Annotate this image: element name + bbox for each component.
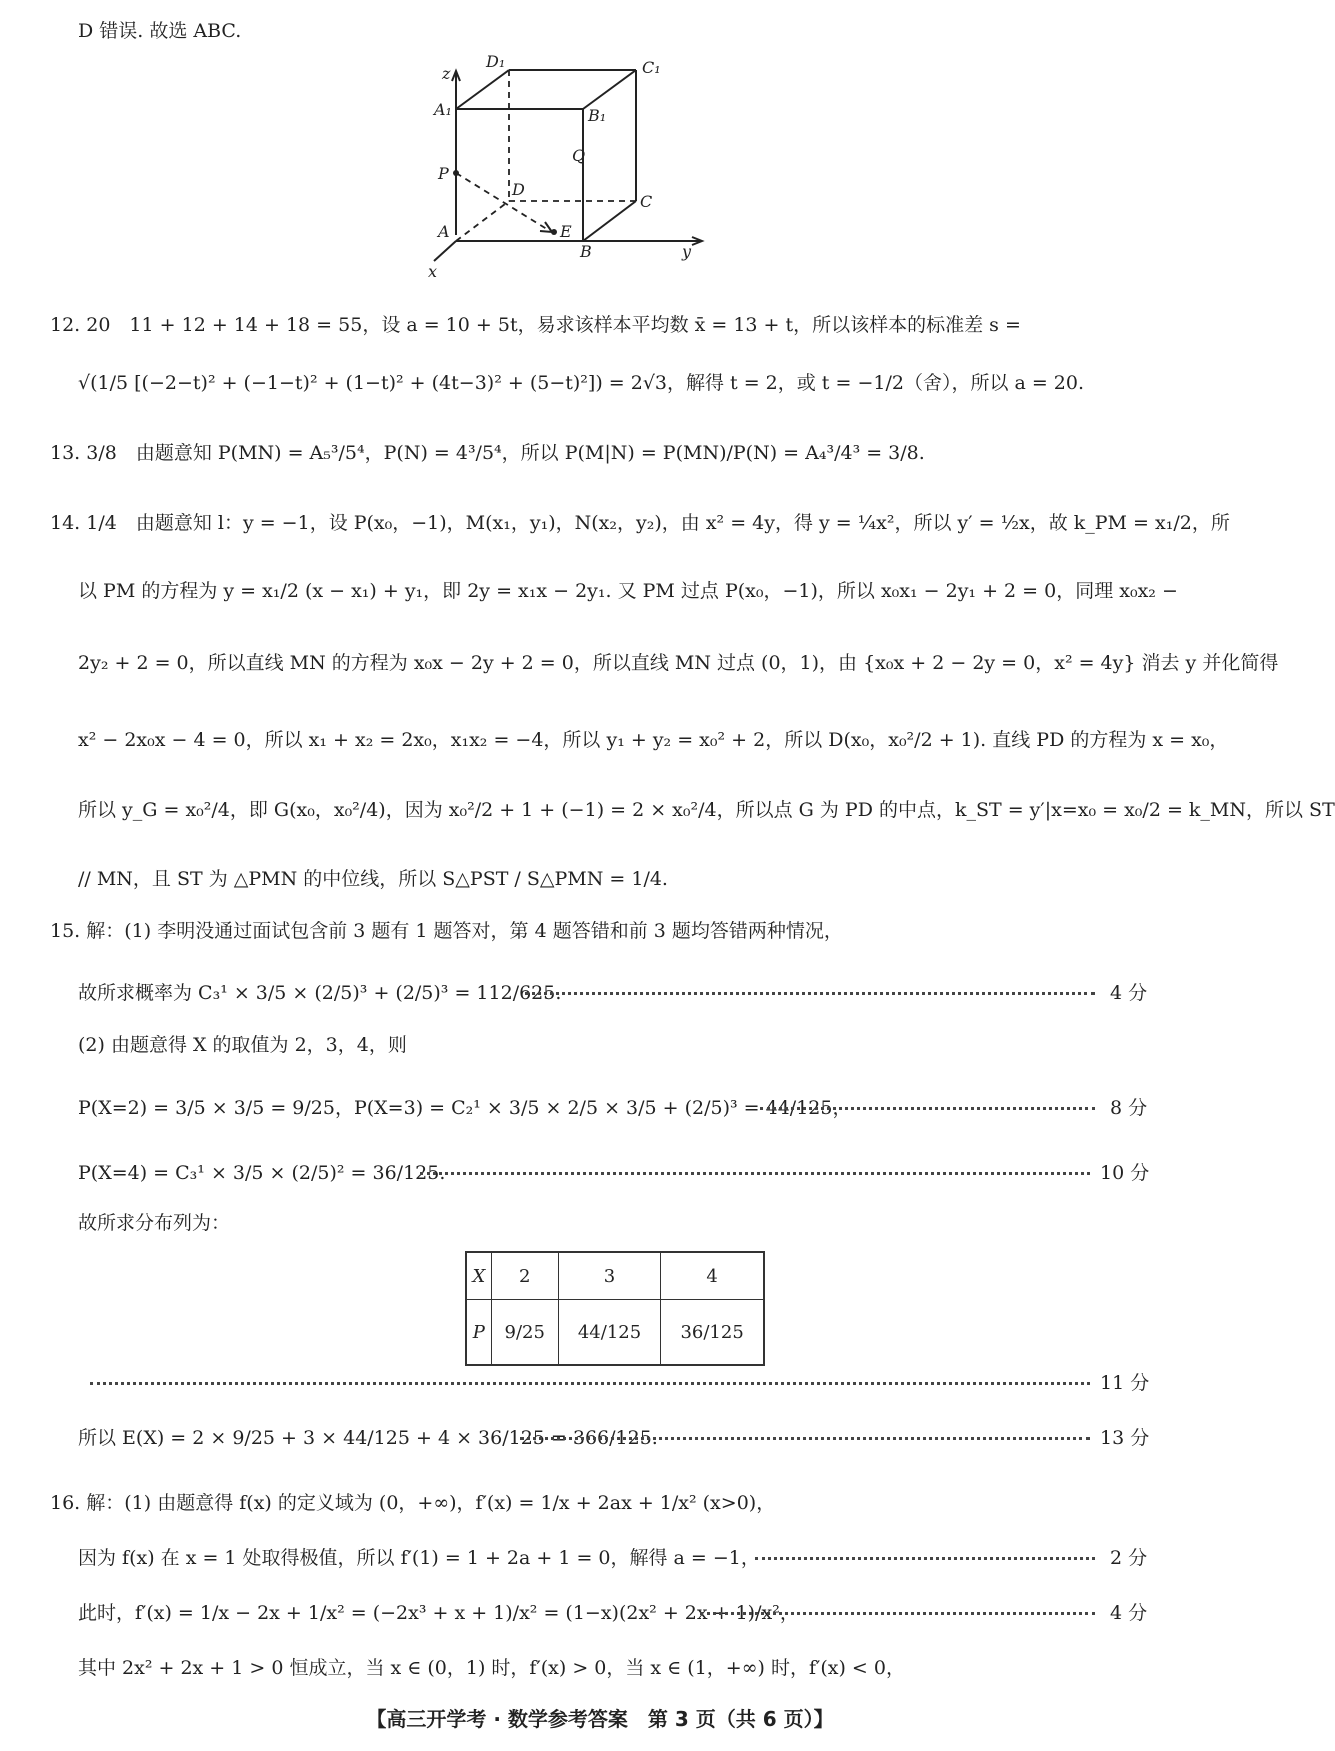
answer-14-line-5: 所以 y_G = x₀²/4，即 G(x₀，x₀²/4)，因为 x₀²/2 + 1 + (−1) = 2 × x₀²/4，所以点 G 为 PD 的中点，k_ST = y′|x=x₀ = x₀/2 = k_MN，所以 ST bbox=[78, 799, 1335, 821]
table-header-cell: 2 bbox=[491, 1252, 558, 1300]
score-mark: 8 分 bbox=[1110, 1097, 1148, 1119]
table-cell: 36/125 bbox=[661, 1300, 764, 1366]
score-mark: 10 分 bbox=[1100, 1162, 1150, 1184]
answer-15-px4: P(X=4) = C₃¹ × 3/5 × (2/5)² = 36/125. bbox=[78, 1162, 446, 1184]
answer-14-line-6: // MN，且 ST 为 △PMN 的中位线，所以 S△PST / S△PMN = 1/4. bbox=[78, 868, 668, 890]
point-e-label: E bbox=[560, 222, 572, 241]
score-leader-dots bbox=[520, 1437, 1090, 1440]
vertex-b-label: B bbox=[580, 242, 592, 261]
axis-z-label: z bbox=[442, 64, 451, 83]
score-leader-dots bbox=[420, 1172, 1090, 1175]
vertex-c-label: C bbox=[640, 192, 653, 211]
answer-15-intro: 15. 解：(1) 李明没通过面试包含前 3 题有 1 题答对，第 4 题答错和前 3 题均答错两种情况， bbox=[50, 920, 843, 942]
score-leader-dots bbox=[700, 1612, 1095, 1615]
distribution-table bbox=[465, 1251, 765, 1366]
point-q-label: Q bbox=[572, 146, 586, 165]
answer-14-line-4: x² − 2x₀x − 4 = 0，所以 x₁ + x₂ = 2x₀，x₁x₂ = −4，所以 y₁ + y₂ = x₀² + 2，所以 D(x₀，x₀²/2 + 1). 直线 PD 的方程为 x = x₀， bbox=[78, 729, 1229, 751]
cube-figure bbox=[420, 52, 750, 305]
table-row bbox=[466, 1252, 764, 1300]
answer-d-conclusion: D 错误. 故选 ABC. bbox=[78, 20, 242, 42]
vertex-d-label: D bbox=[512, 180, 525, 199]
score-mark: 2 分 bbox=[1110, 1547, 1148, 1569]
answer-16-extremum: 因为 f(x) 在 x = 1 处取得极值，所以 f′(1) = 1 + 2a + 1 = 0，解得 a = −1， bbox=[78, 1547, 760, 1569]
score-leader-dots bbox=[90, 1382, 1090, 1385]
vertex-a-label: A bbox=[438, 222, 450, 241]
answer-13: 13. 3/8 由题意知 P(MN) = A₅³/5⁴，P(N) = 4³/5⁴，所以 P(M|N) = P(MN)/P(N) = A₄³/4³ = 3/8. bbox=[50, 442, 925, 464]
table-cell: P bbox=[466, 1300, 491, 1366]
vertex-c1-label: C₁ bbox=[642, 58, 661, 77]
answer-14-line-3: 2y₂ + 2 = 0，所以直线 MN 的方程为 x₀x − 2y + 2 = 0，所以直线 MN 过点 (0，1)，由 {x₀x + 2 − 2y = 0，x² = 4y} 消去 y 并化简得 bbox=[78, 652, 1279, 674]
answer-16-domain: 16. 解：(1) 由题意得 f(x) 的定义域为 (0，+∞)，f′(x) = 1/x + 2ax + 1/x² (x>0)， bbox=[50, 1492, 776, 1514]
table-cell: 44/125 bbox=[558, 1300, 660, 1366]
table-cell: 9/25 bbox=[491, 1300, 558, 1366]
score-leader-dots bbox=[760, 1107, 1095, 1110]
answer-15-part-2: (2) 由题意得 X 的取值为 2，3，4，则 bbox=[78, 1034, 407, 1056]
score-leader-dots bbox=[525, 992, 1095, 995]
table-header-cell: X bbox=[466, 1252, 491, 1300]
answer-16-derivative: 此时，f′(x) = 1/x − 2x + 1/x² = (−2x³ + x + 1)/x² = (1−x)(2x² + 2x + 1)/x²， bbox=[78, 1602, 799, 1624]
point-p-label: P bbox=[438, 164, 449, 183]
table-header-cell: 3 bbox=[558, 1252, 660, 1300]
answer-12-line-1: 12. 20 11 + 12 + 14 + 18 = 55，设 a = 10 + 5t，易求该样本平均数 x̄ = 13 + t，所以该样本的标准差 s = bbox=[50, 314, 1021, 336]
answer-15-px2-px3: P(X=2) = 3/5 × 3/5 = 9/25，P(X=3) = C₂¹ × 3/5 × 2/5 × 3/5 + (2/5)³ = 44/125， bbox=[78, 1097, 852, 1119]
answer-12-line-2: √(1/5 [(−2−t)² + (−1−t)² + (1−t)² + (4t−3)² + (5−t)²]) = 2√3，解得 t = 2，或 t = −1/2（舍），所以 a = 20. bbox=[78, 372, 1085, 394]
table-row bbox=[466, 1300, 764, 1366]
axis-y-label: y bbox=[682, 242, 692, 261]
score-mark: 13 分 bbox=[1100, 1427, 1150, 1449]
answer-15-distribution-intro: 故所求分布列为： bbox=[78, 1212, 231, 1234]
page-footer: 【高三开学考 · 数学参考答案 第 3 页（共 6 页）】 bbox=[366, 1707, 834, 1731]
answer-15-probability: 故所求概率为 C₃¹ × 3/5 × (2/5)³ + (2/5)³ = 112/625. bbox=[78, 982, 562, 1004]
table-header-cell: 4 bbox=[661, 1252, 764, 1300]
axis-x-label: x bbox=[428, 262, 438, 281]
vertex-d1-label: D₁ bbox=[486, 52, 506, 71]
score-mark: 11 分 bbox=[1100, 1372, 1150, 1394]
vertex-b1-label: B₁ bbox=[588, 106, 607, 125]
answer-16-monotonicity: 其中 2x² + 2x + 1 > 0 恒成立，当 x ∈ (0，1) 时，f′(x) > 0，当 x ∈ (1，+∞) 时，f′(x) < 0， bbox=[78, 1657, 905, 1679]
answer-14-line-1: 14. 1/4 由题意知 l：y = −1，设 P(x₀，−1)，M(x₁，y₁)，N(x₂，y₂)，由 x² = 4y，得 y = ¼x²，所以 y′ = ½x，故 k_PM = x₁/2，所 bbox=[50, 512, 1230, 534]
score-mark: 4 分 bbox=[1110, 982, 1148, 1004]
score-mark: 4 分 bbox=[1110, 1602, 1148, 1624]
answer-14-line-2: 以 PM 的方程为 y = x₁/2 (x − x₁) + y₁，即 2y = x₁x − 2y₁. 又 PM 过点 P(x₀，−1)，所以 x₀x₁ − 2y₁ + 2 = 0，同理 x₀x₂ − bbox=[78, 580, 1178, 602]
score-leader-dots bbox=[755, 1557, 1095, 1560]
answer-15-expectation: 所以 E(X) = 2 × 9/25 + 3 × 44/125 + 4 × 36/125 = 366/125. bbox=[78, 1427, 658, 1449]
vertex-a1-label: A₁ bbox=[434, 100, 452, 119]
